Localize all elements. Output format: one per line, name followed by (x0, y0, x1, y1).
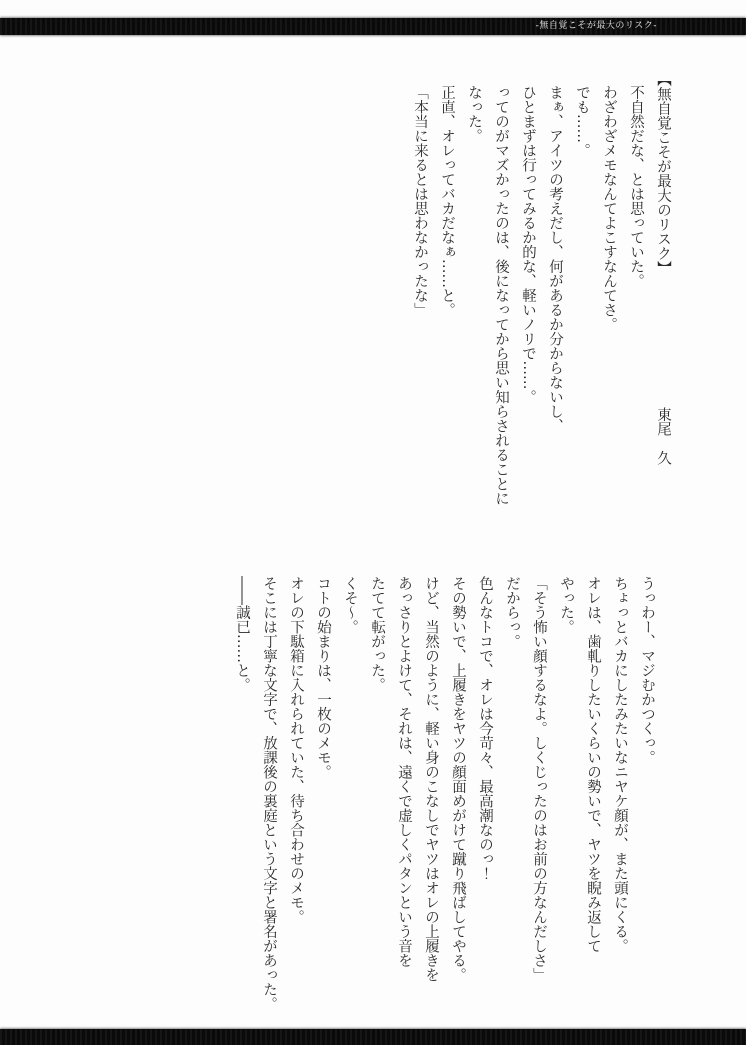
text-line: やった。 (558, 576, 574, 634)
text-line: ――誠已……と。 (234, 576, 250, 692)
header-bar (0, 18, 746, 35)
text-line: そこには丁寧な文字で、放課後の裏庭という文字と署名があった。 (261, 576, 277, 1011)
text-line: けど、当然のように、軽い身のこなしでヤツはオレの上履きを (423, 576, 439, 982)
text-line: 色んなトコで、オレは今苛々、最高潮なのっ！ (477, 576, 493, 881)
text-line: たてて転がった。 (369, 576, 385, 692)
text-line: まぁ、アイツの考えだし、何があるか分からないし、 (547, 85, 563, 433)
text-line: 「そう怖い顔するなよ。しくじったのはお前の方なんだしさ」 (531, 576, 547, 982)
text-line: ちょっとバカにしたみたいなニヤケ顔が、また頭にくる。 (612, 576, 628, 953)
text-line: オレの下駄箱に入れられていた、待ち合わせのメモ。 (288, 576, 304, 924)
text-line: だからっ。 (504, 576, 520, 649)
text-line: あっさりとよけて、それは、遠くで虚しくパタンという音を (396, 576, 412, 968)
footer-bar (0, 1029, 746, 1045)
text-line: わざわざメモなんてよこすなんてさ。 (601, 85, 617, 332)
text-line: ってのがマズかったのは、後になってから思い知らされることに (493, 85, 509, 506)
title-column (649, 72, 676, 517)
header-bar-title: -無自覚こそが最大のリスク- (535, 21, 657, 31)
text-line: 「本当に来るとは思わなかったな」 (412, 85, 428, 317)
text-line: その勢いで、上履きをヤツの顔面めがけて蹴り飛ばしてやる。 (450, 576, 466, 982)
text-line: 正直、オレってバカだなぁ……と。 (439, 85, 455, 317)
text-line: うっわー、マジむかつくっ。 (639, 576, 655, 765)
text-line: でも……。 (574, 85, 590, 158)
text-line: なった。 (466, 85, 482, 143)
text-section-top (0, 72, 676, 517)
author-name: 東尾 久 (655, 407, 671, 465)
text-section-bottom (0, 576, 660, 1016)
text-line: コトの始まりは、一枚のメモ。 (315, 576, 331, 779)
text-line: ひとまずは行ってみるか的な、軽いノリで……。 (520, 85, 536, 404)
text-line: オレは、歯軋りしたいくらいの勢いで、ヤツを睨み返して (585, 576, 601, 953)
text-line: 不自然だな、とは思っていた。 (628, 85, 644, 288)
story-title: 【無自覚こそが最大のリスク】 (655, 72, 671, 275)
text-line: くそ～。 (342, 576, 358, 634)
